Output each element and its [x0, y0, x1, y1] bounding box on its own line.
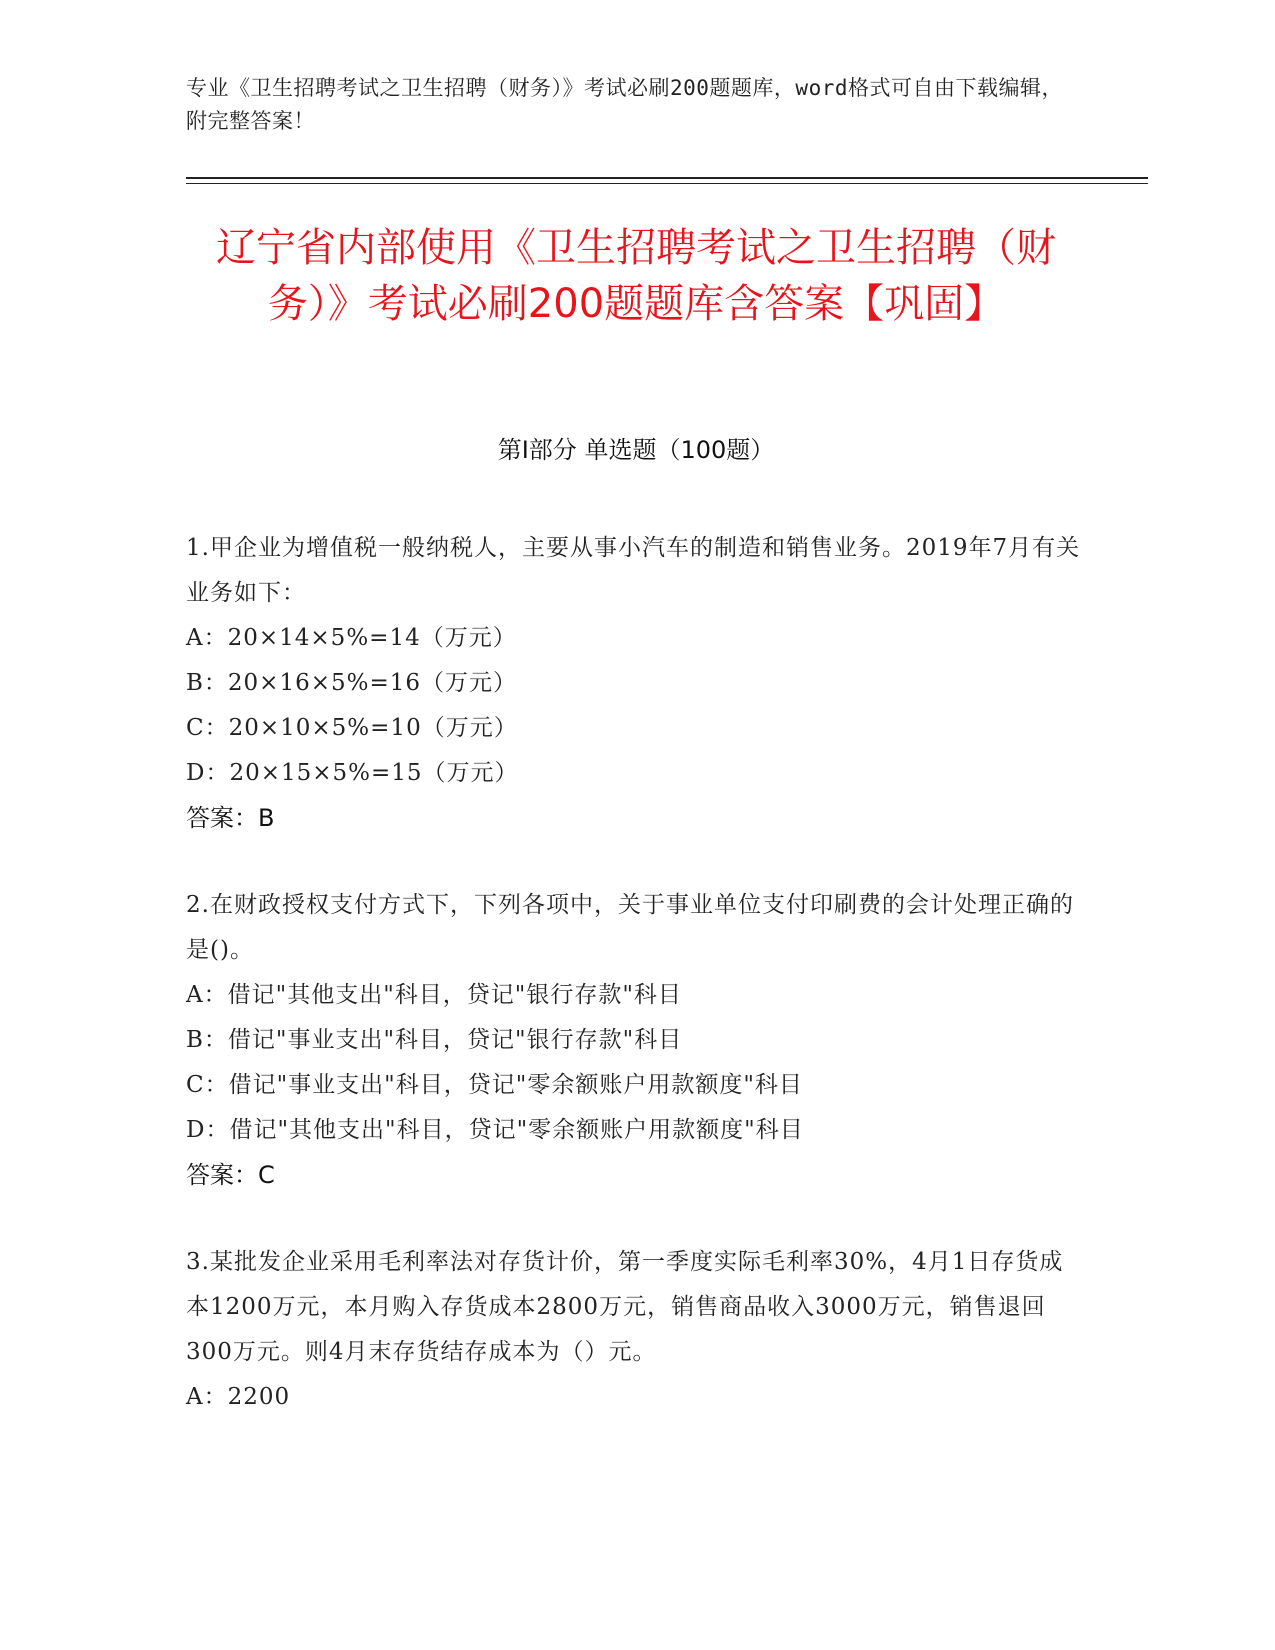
question-stem: 3.某批发企业采用毛利率法对存货计价，第一季度实际毛利率30%，4月1日存货成本1200万元，本月购入存货成本2800万元，销售商品收入3000万元，销售退回300万元。则4月末存货结存成本为（）元。 [186, 1249, 1064, 1365]
option-a: A：20×14×5%=14（万元） [186, 625, 517, 651]
option-d: D：借记"其他支出"科目，贷记"零余额账户用款额度"科目 [186, 1117, 804, 1143]
section-heading: 第Ⅰ部分 单选题（100题） [497, 436, 775, 464]
option-d: D：20×15×5%=15（万元） [186, 760, 519, 786]
answer-line: 答案：C [186, 1161, 275, 1189]
option-a: A：2200 [186, 1384, 291, 1410]
document-title: 辽宁省内部使用《卫生招聘考试之卫生招聘（财务）》考试必刷200题题库含答案【巩固】 [216, 225, 1056, 327]
question-stem: 1.甲企业为增值税一般纳税人，主要从事小汽车的制造和销售业务。2019年7月有关业务如下： [186, 535, 1081, 606]
header-divider-thick [186, 177, 1148, 179]
header-divider-thin [186, 183, 1148, 184]
question-3 [186, 1240, 1086, 1420]
option-a: A：借记"其他支出"科目，贷记"银行存款"科目 [186, 982, 682, 1008]
option-c: C：20×10×5%=10（万元） [186, 715, 518, 741]
option-c: C：借记"事业支出"科目，贷记"零余额账户用款额度"科目 [186, 1072, 803, 1098]
question-stem: 2.在财政授权支付方式下，下列各项中，关于事业单位支付印刷费的会计处理正确的是()。 [186, 892, 1074, 963]
question-2 [186, 883, 1086, 1198]
option-b: B：20×16×5%=16（万元） [186, 670, 518, 696]
intro-text: 专业《卫生招聘考试之卫生招聘（财务）》考试必刷200题题库，word格式可自由下载编辑，附完整答案！ [186, 76, 1063, 133]
answer-line: 答案：B [186, 804, 275, 832]
option-b: B：借记"事业支出"科目，贷记"银行存款"科目 [186, 1027, 683, 1053]
question-1 [186, 526, 1086, 841]
question-list [186, 526, 1086, 1462]
